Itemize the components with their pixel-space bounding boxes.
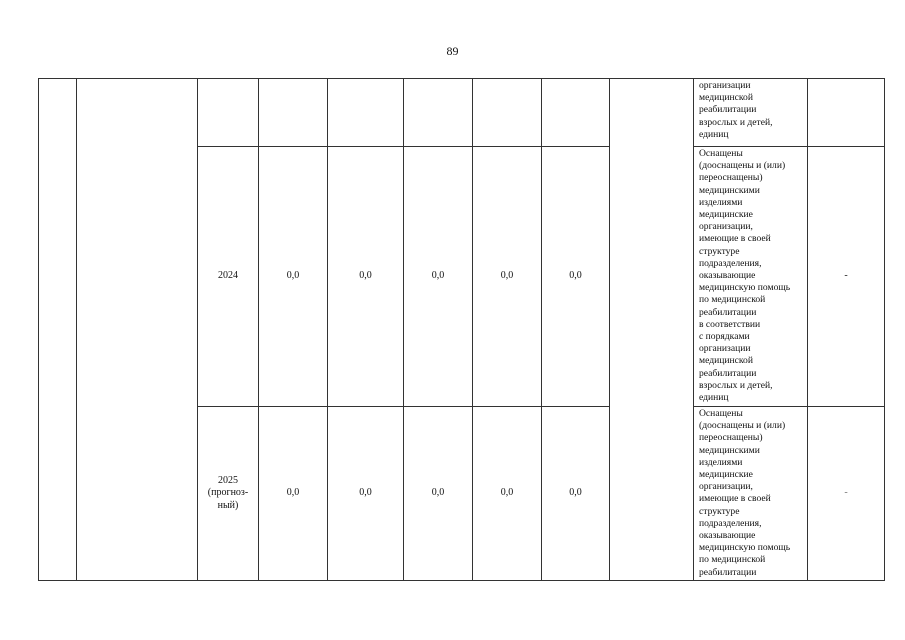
table-row (39, 79, 885, 147)
year-cell (198, 147, 259, 407)
value-cell: 0,0 (404, 407, 473, 581)
value-cell: 0,0 (328, 407, 404, 581)
target-cell (808, 147, 885, 407)
funding-table (38, 78, 885, 581)
event-name-cell (77, 79, 198, 581)
indicator-cell: организации медицинской реабилитации взрослых и детей, единиц (694, 79, 808, 147)
year-cell (198, 79, 259, 147)
value-cell: 0,0 (328, 147, 404, 407)
year-cell (198, 407, 259, 581)
page-number: 89 (446, 44, 459, 58)
year-label: 2025 (прогноз- ный) (207, 475, 249, 511)
value-cell (473, 79, 542, 147)
value-cell: 0,0 (259, 407, 328, 581)
row-number-cell (39, 79, 77, 581)
value-cell (259, 79, 328, 147)
target-cell (808, 407, 885, 581)
target-value: - (844, 270, 848, 282)
value-cell (542, 79, 610, 147)
value-cell (404, 79, 473, 147)
value-cell (328, 79, 404, 147)
target-value: - (844, 487, 848, 499)
value-cell: 0,0 (473, 147, 542, 407)
value-cell: 0,0 (404, 147, 473, 407)
value-cell: 0,0 (542, 147, 610, 407)
indicator-cell: Оснащены (дооснащены и (или) переоснащены) медицинскими изделиями медицинские организации, имеющие в своей структуре подразделения, оказывающие медицинскую помощь по медицинской реабилитации (694, 407, 808, 581)
value-cell: 0,0 (542, 407, 610, 581)
value-cell: 0,0 (259, 147, 328, 407)
indicator-cell: Оснащены (дооснащены и (или) переоснащены) медицинскими изделиями медицинские организации, имеющие в своей структуре подразделения, оказывающие медицинскую помощь по медицинской реабилитации в соответствии с порядками организации медицинской реабилитации взрослых и детей, единиц (694, 147, 808, 407)
responsible-cell (610, 79, 694, 581)
value-cell: 0,0 (473, 407, 542, 581)
target-cell (808, 79, 885, 147)
year-label: 2024 (218, 270, 238, 282)
